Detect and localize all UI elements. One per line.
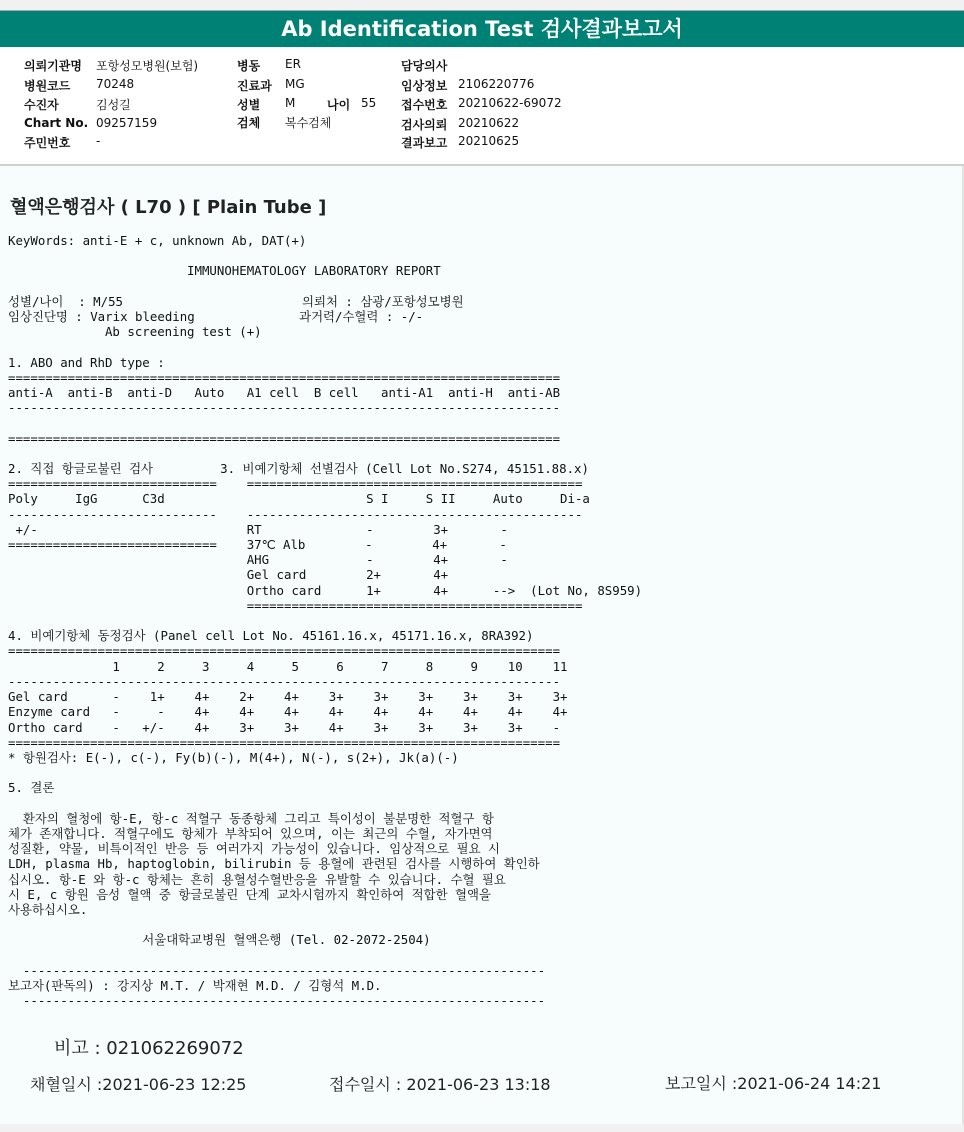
institution-label: 의뢰기관명	[24, 59, 82, 73]
report-date-label: 결과보고	[401, 136, 448, 150]
resident-no-label: 주민번호	[24, 136, 71, 150]
report-body-text: KeyWords: anti-E + c, unknown Ab, DAT(+) IMMUNOHEMATOLOGY LABORATORY REPORT 성별/나이 : M/55 의뢰처 : 삼광/포항성모병원 임상진단명 : Varix bleeding 과거력/수혈력 : -/- Ab screening test (+) 1. ABO and RhD type : ========================================================================== anti-A anti-B anti-D Auto A1 cell B cell anti-A1 anti-H anti-AB -------------------------------------------------------------------------- ========================================================================== 2. 직접 항글로불린 검사 3. 비예기항체 선별검사 (Cell Lot No.S274, 45151.88.x) ============================ ============================================= Poly IgG C3d S I S II Auto Di-a ---------------------------- --------------------------------------------- +/- RT - 3+ - ============================ 37℃ Alb - 4+ - AHG - 4+ - Gel card 2+ 4+ Ortho card 1+ 4+ --> (Lot No, 8S959) ============================================= 4. 비예기항체 동정검사 (Panel cell Lot No. 45161.16.x, 45171.16.x, 8RA392) ========================================================================== 1 2 3 4 5 6 7 8 9 10 11 -------------------------------------------------------------------------- Gel card - 1+ 4+ 2+ 4+ 3+ 3+ 3+ 3+ 3+ 3+ Enzyme card - - 4+ 4+ 4+ 4+ 4+ 4+ 4+ 4+ 4+ Ortho card - +/- 4+ 3+ 3+ 4+ 3+ 3+ 3+ 3+ - ========================================================================== * 항원검사: E(-), c(-), Fy(b)(-), M(4+), N(-), s(2+), Jk(a)(-) 5. 결론 환자의 혈청에 항-E, 항-c 적혈구 동종항체 그리고 특이성이 불분명한 적혈구 항 체가 존재합니다. 적혈구에도 항체가 부착되어 있으며, 이는 최근의 수혈, 자가면역 성질환, 약물, 비특이적인 반응 등 여러가지 가능성이 있습니다. 임상적으로 필요 시 LDH, plasma Hb, haptoglobin, bilirubin 등 용혈에 관련된 검사를 시행하여 확인하 십시오. 항-E 와 항-c 항체는 흔히 용혈성수혈반응을 유발할 수 있습니다. 수혈 필요 시 E, c 항원 음성 혈액 중 항글로불린 단계 교차시험까지 확인하여 적합한 혈액을 사용하십시오. 서울대학교병원 혈액은행 (Tel. 02-2072-2504) ---------------------------------------------------------------------- 보고자(판독의) : 강지상 M.T. / 박재현 M.D. / 김형석 M.D. ----------------------------------------------------------------------	[8, 233, 643, 1009]
doctor-label: 담당의사	[401, 59, 448, 73]
patient-info-panel	[0, 48, 964, 166]
report-datetime: 보고일시 :2021-06-24 14:21	[665, 1074, 882, 1093]
patient-name-value: 김성길	[96, 98, 131, 112]
collection-datetime: 채혈일시 :2021-06-23 12:25	[30, 1075, 247, 1094]
receipt-datetime: 접수일시 : 2021-06-23 13:18	[329, 1075, 551, 1094]
receipt-no-value: 20210622-69072	[458, 96, 562, 110]
resident-no-value: -	[96, 134, 101, 148]
age-value: 55	[361, 96, 377, 110]
report-panel	[0, 166, 964, 1124]
hospital-code-value: 70248	[96, 77, 135, 91]
hospital-code-label: 병원코드	[24, 79, 71, 93]
report-date-value: 20210625	[458, 134, 520, 148]
institution-value: 포항성모병원(보험)	[96, 59, 199, 73]
specimen-value: 복수검체	[285, 116, 332, 130]
specimen-label: 검체	[237, 116, 261, 130]
age-label: 나이	[327, 98, 351, 112]
report-title: 혈액은행검사 ( L70 ) [ Plain Tube ]	[10, 197, 327, 218]
department-label: 진료과	[237, 79, 272, 93]
ward-label: 병동	[237, 59, 261, 73]
report-header-title: Ab Identification Test 검사결과보고서	[0, 10, 964, 47]
department-value: MG	[285, 77, 305, 91]
clinical-info-value: 2106220776	[458, 77, 535, 91]
request-date-value: 20210622	[458, 116, 520, 130]
sex-label: 성별	[237, 98, 261, 112]
receipt-no-label: 접수번호	[401, 98, 448, 112]
remarks-text: 비고 : 021062269072	[54, 1038, 244, 1059]
patient-name-label: 수진자	[24, 98, 59, 112]
ward-value: ER	[285, 57, 301, 71]
request-date-label: 검사의뢰	[401, 118, 448, 132]
chart-no-value: 09257159	[96, 116, 158, 130]
sex-value: M	[285, 96, 296, 110]
clinical-info-label: 임상정보	[401, 79, 448, 93]
chart-no-label: Chart No.	[24, 116, 89, 130]
